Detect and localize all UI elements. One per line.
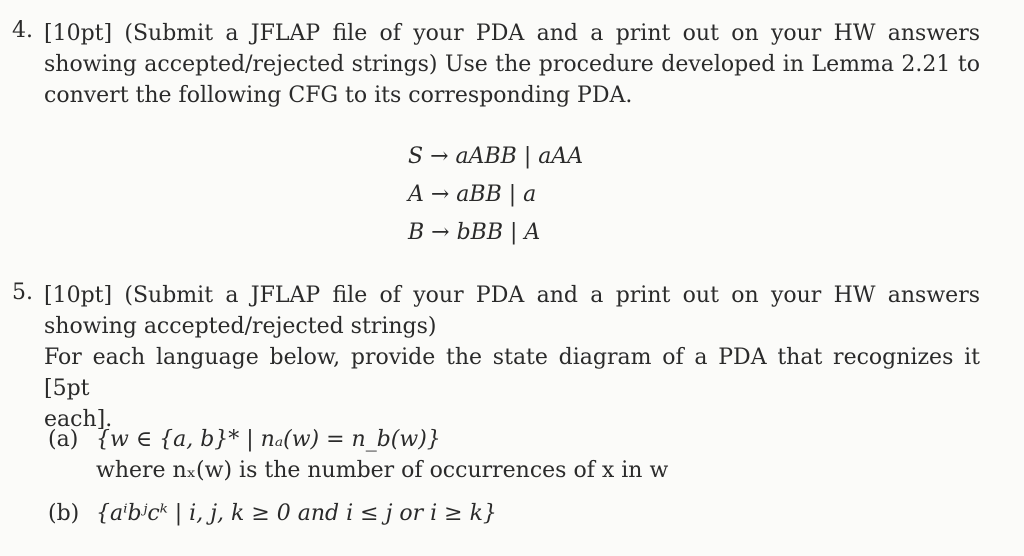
- part-b: [48, 498, 980, 529]
- problem-5-text: [44, 280, 980, 435]
- part-a-language: {w ∈ {a, b}* | nₐ(w) = n_b(w)}: [96, 427, 441, 452]
- problem-4-line-2: showing accepted/rejected strings) Use the procedure developed in Lemma 2.21 to: [44, 52, 980, 77]
- problem-4-number: 4.: [12, 18, 33, 43]
- grammar-rule-s: S → aABB | aAA: [408, 144, 584, 169]
- problem-5-line-4: each].: [44, 407, 113, 432]
- problem-5-line-2: showing accepted/rejected strings): [44, 314, 437, 339]
- grammar-rule-a: A → aBB | a: [408, 182, 537, 207]
- part-a-label: (a): [48, 427, 79, 452]
- problem-5: [12, 280, 980, 435]
- problem-4-line-1: [10pt] (Submit a JFLAP file of your PDA and a print out on your HW answers: [44, 21, 980, 46]
- problem-5-line-1: [10pt] (Submit a JFLAP file of your PDA and a print out on your HW answers: [44, 283, 980, 308]
- problem-5-number: 5.: [12, 280, 33, 305]
- problem-4-text: [44, 18, 980, 111]
- problem-4: [12, 18, 980, 111]
- cfg-grammar: [408, 138, 583, 252]
- part-b-language: {aⁱbʲcᵏ | i, j, k ≥ 0 and i ≤ j or i ≥ k}: [96, 501, 497, 526]
- part-b-label: (b): [48, 501, 80, 526]
- part-a-note: where nₓ(w) is the number of occurrences of x in w: [96, 458, 669, 483]
- problem-4-line-3: convert the following CFG to its corresponding PDA.: [44, 83, 633, 108]
- problem-5-line-3: For each language below, provide the state diagram of a PDA that recognizes it [5pt: [44, 345, 980, 401]
- grammar-rule-b: B → bBB | A: [408, 220, 541, 245]
- part-a: [48, 424, 980, 486]
